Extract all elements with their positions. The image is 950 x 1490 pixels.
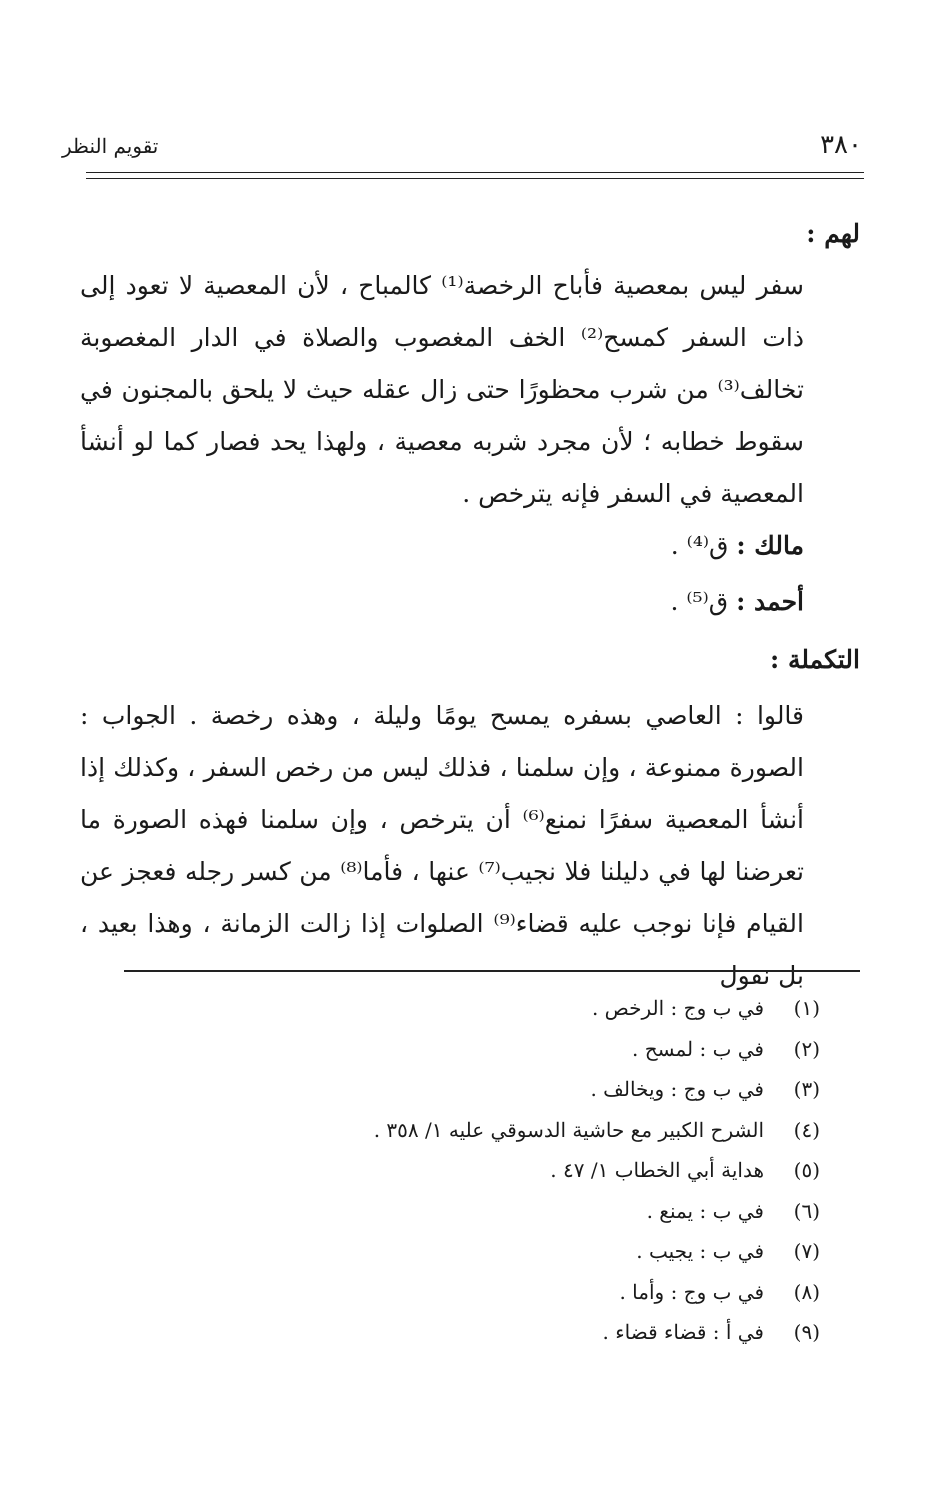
running-header-title: تقويم النظر bbox=[62, 134, 159, 158]
paragraph-argument: سفر ليس بمعصية فأباح الرخصة⁽¹⁾ كالمباح ، لأن المعصية لا تعود إلى ذات السفر كمسح⁽²⁾ الخف المغصوب والصلاة في الدار المغصوبة تخالف⁽³⁾ من شرب محظورًا حتى زال عقله حيث لا يلحق بالمجنون في سقوط خطابه ؛ لأن مجرد شربه معصية ، ولهذا يحد فصار كما لو أنشأ المعصية في السفر فإنه يترخص . bbox=[80, 271, 804, 508]
malik-text: ق⁽⁴⁾ . bbox=[670, 531, 729, 560]
paragraph-completion: قالوا : العاصي بسفره يمسح يومًا وليلة ، وهذه رخصة . الجواب : الصورة ممنوعة ، وإن سلمنا ، فذلك ليس من رخص السفر ، وكذلك إذا أنشأ المعصية سفرًا نمنع⁽⁶⁾ أن يترخص ، وإن سلمنا فهذه الصورة ما تعرضنا لها في دليلنا فلا نجيب⁽⁷⁾ عنها ، فأما⁽⁸⁾ من كسر رجله فعجز عن القيام فإنا نوجب عليه قضاء⁽⁹⁾ الصلوات إذا زالت الزمانة ، وهذا بعيد ، بل نقول bbox=[80, 701, 804, 990]
footnote-number: (٨) bbox=[793, 1279, 820, 1304]
footnote-text: في ب : يمنع . bbox=[646, 1198, 764, 1223]
footnote-number: (٩) bbox=[793, 1320, 820, 1344]
section-heading-lahum: لهم : bbox=[806, 219, 860, 248]
footnote-item bbox=[90, 988, 820, 1029]
footnote-text: الشرح الكبير مع حاشية الدسوقي عليه ١/ ٣٥٨ . bbox=[373, 1117, 764, 1142]
ahmad-text: ق⁽⁵⁾ . bbox=[670, 587, 729, 616]
madhhab-malik bbox=[80, 520, 860, 572]
main-text bbox=[80, 208, 860, 1002]
footnote-number: (٣) bbox=[793, 1077, 820, 1101]
madhhab-ahmad bbox=[80, 576, 860, 628]
footnote-text: في ب وج : وأما . bbox=[619, 1279, 764, 1304]
footnote-text: هداية أبي الخطاب ١/ ٤٧ . bbox=[550, 1158, 764, 1182]
footnote-text: في ب : يجيب . bbox=[636, 1239, 764, 1263]
footnote-text: في ب : لمسح . bbox=[632, 1036, 764, 1061]
page-number: ٣٨٠ bbox=[820, 130, 862, 160]
footnote-text: في أ : قضاء قضاء . bbox=[602, 1320, 764, 1344]
footnote-number: (٦) bbox=[793, 1198, 820, 1223]
footnote-item bbox=[90, 1029, 820, 1070]
footnote-number: (٧) bbox=[793, 1239, 820, 1263]
footnote-item bbox=[90, 1312, 820, 1353]
footnote-number: (٥) bbox=[793, 1158, 820, 1182]
footnote-item bbox=[90, 1150, 820, 1191]
section-heading-takmila: التكملة : bbox=[770, 645, 860, 674]
header-rule-secondary bbox=[86, 178, 864, 179]
footnotes-list bbox=[90, 988, 820, 1353]
footnote-number: (٤) bbox=[793, 1117, 820, 1142]
footnote-text: في ب وج : الرخص . bbox=[591, 996, 764, 1020]
footnote-text: في ب وج : ويخالف . bbox=[590, 1077, 764, 1101]
footnote-item bbox=[90, 1231, 820, 1272]
header-rule bbox=[86, 172, 864, 173]
footnote-item bbox=[90, 1272, 820, 1313]
footnote-number: (١) bbox=[793, 996, 820, 1020]
footnote-item bbox=[90, 1110, 820, 1151]
malik-label: مالك : bbox=[736, 531, 804, 560]
footnote-item bbox=[90, 1191, 820, 1232]
footnote-item bbox=[90, 1069, 820, 1110]
footnote-separator bbox=[124, 970, 860, 972]
ahmad-label: أحمد : bbox=[736, 587, 804, 616]
footnote-number: (٢) bbox=[793, 1036, 820, 1061]
